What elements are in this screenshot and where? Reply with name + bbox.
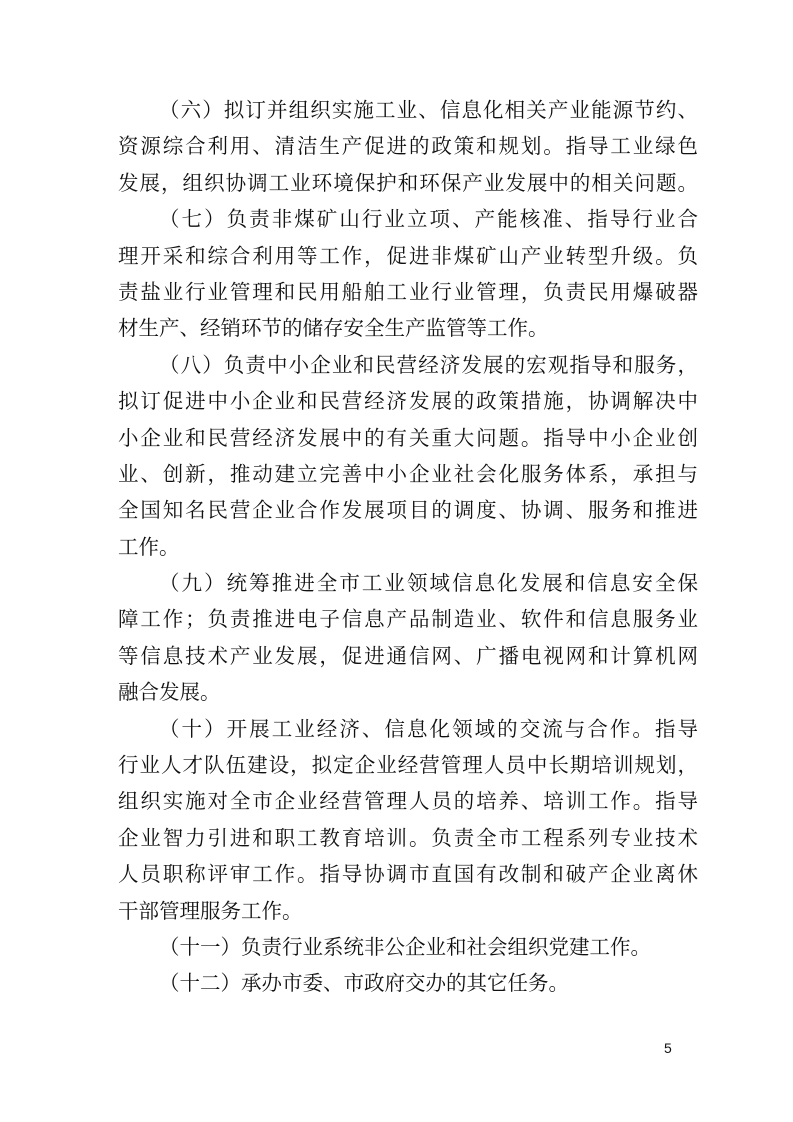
text-line: 业、创新，推动建立完善中小企业社会化服务体系，承担与 [118,461,698,486]
paragraph-10 [118,711,698,929]
text-line: （七）负责非煤矿山行业立项、产能核准、指导行业合 [159,207,698,232]
text-line: 企业智力引进和职工教育培训。负责全市工程系列专业技术 [118,825,698,850]
paragraph-7 [118,201,698,347]
text-line: 材生产、经销环节的储存安全生产监管等工作。 [118,316,549,341]
text-line: 融合发展。 [118,680,221,705]
page-number: 5 [664,1040,672,1056]
paragraph-9 [118,565,698,711]
paragraph-8 [118,347,698,565]
text-line: （十一）负责行业系统非公企业和社会组织党建工作。 [159,934,651,959]
text-line: 理开采和综合利用等工作，促进非煤矿山产业转型升级。负 [118,243,698,268]
text-line: 发展，组织协调工业环境保护和环保产业发展中的相关问题。 [118,170,698,195]
paragraph-11 [118,929,698,965]
text-line: 干部管理服务工作。 [118,898,303,923]
text-line: 行业人才队伍建设，拟定企业经营管理人员中长期培训规划， [118,753,698,778]
text-line: （十）开展工业经济、信息化领域的交流与合作。指导 [159,716,698,741]
text-line: 责盐业行业管理和民用船舶工业行业管理，负责民用爆破器 [118,279,698,304]
text-line: 障工作；负责推进电子信息产品制造业、软件和信息服务业 [118,607,698,632]
text-line: 人员职称评审工作。指导协调市直国有改制和破产企业离休 [118,862,698,887]
text-line: 资源综合利用、清洁生产促进的政策和规划。指导工业绿色 [118,134,698,159]
text-line: 全国知名民营企业合作发展项目的调度、协调、服务和推进 [118,498,698,523]
document-body [118,92,698,1002]
text-line: 拟订促进中小企业和民营经济发展的政策措施，协调解决中 [118,389,698,414]
text-line: 组织实施对全市企业经营管理人员的培养、培训工作。指导 [118,789,698,814]
text-line: 小企业和民营经济发展中的有关重大问题。指导中小企业创 [118,425,698,450]
paragraph-12 [118,965,698,1001]
paragraph-6 [118,92,698,201]
text-line: （六）拟订并组织实施工业、信息化相关产业能源节约、 [159,98,698,122]
text-line: 工作。 [118,534,180,559]
text-line: （八）负责中小企业和民营经济发展的宏观指导和服务， [159,352,698,377]
text-line: 等信息技术产业发展，促进通信网、广播电视网和计算机网 [118,643,698,668]
text-line: （九）统筹推进全市工业领域信息化发展和信息安全保 [159,571,698,596]
text-line: （十二）承办市委、市政府交办的其它任务。 [159,971,569,996]
